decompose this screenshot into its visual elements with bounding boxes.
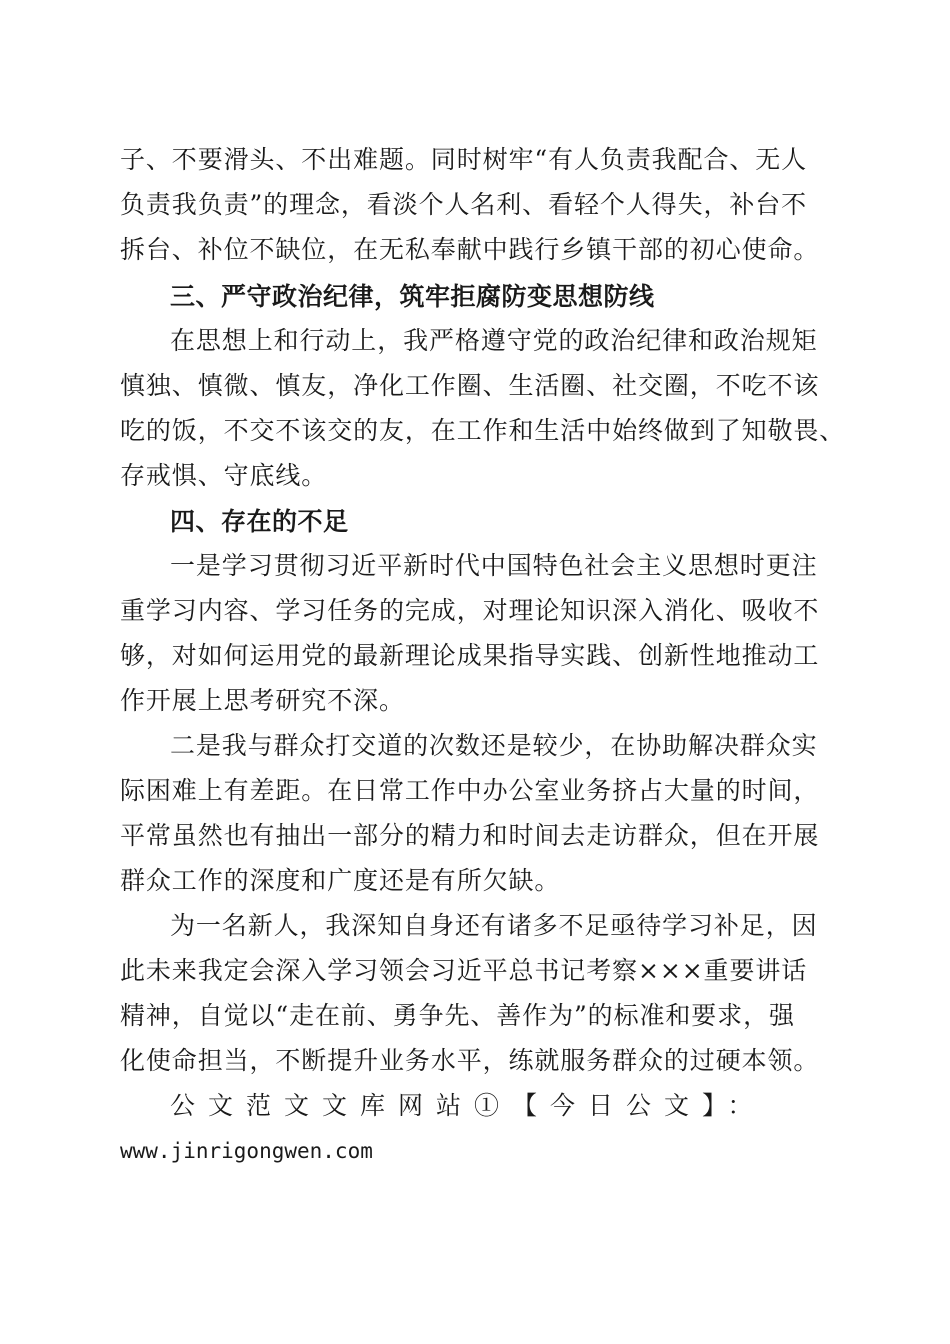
- body-text-line: 慎独、慎微、慎友，净化工作圈、生活圈、社交圈，不吃不该: [120, 371, 820, 400]
- body-text-line: 子、不要滑头、不出难题。同时树牢“有人负责我配合、无人: [120, 145, 808, 174]
- body-text-line: 负责我负责”的理念，看淡个人名利、看轻个人得失，补台不: [120, 190, 808, 219]
- body-text-line: 平常虽然也有抽出一部分的精力和时间去走访群众，但在开展: [120, 821, 820, 850]
- body-text-line: 化使命担当，不断提升业务水平，练就服务群众的过硬本领。: [120, 1046, 820, 1075]
- section-heading-4: 四、存在的不足: [170, 507, 349, 536]
- body-text-line: 二是我与群众打交道的次数还是较少，在协助解决群众实: [170, 731, 818, 760]
- body-text-line: 作开展上思考研究不深。: [120, 686, 405, 715]
- body-text-line: 够，对如何运用党的最新理论成果指导实践、创新性地推动工: [120, 641, 820, 670]
- body-text-line: 为一名新人，我深知自身还有诸多不足亟待学习补足，因: [170, 911, 818, 940]
- body-text-line: 群众工作的深度和广度还是有所欠缺。: [120, 866, 561, 895]
- body-text-line: 拆台、补位不缺位，在无私奉献中践行乡镇干部的初心使命。: [120, 235, 820, 264]
- body-text-line: 存戒惧、守底线。: [120, 461, 328, 490]
- body-text-line: 精神，自觉以“走在前、勇争先、善作为”的标准和要求，强: [120, 1001, 795, 1030]
- body-text-line: 在思想上和行动上，我严格遵守党的政治纪律和政治规矩: [170, 326, 818, 355]
- body-text-line: 重学习内容、学习任务的完成，对理论知识深入消化、吸收不: [120, 596, 820, 625]
- section-heading-3: 三、严守政治纪律，筑牢拒腐防变思想防线: [170, 282, 655, 311]
- body-text-line: 一是学习贯彻习近平新时代中国特色社会主义思想时更注: [170, 551, 818, 580]
- source-site-label: 公文范文文库网站①【今日公文】：: [170, 1091, 766, 1120]
- body-text-line: 际困难上有差距。在日常工作中办公室业务挤占大量的时间，: [120, 776, 820, 805]
- body-text-line: 此未来我定会深入学习领会习近平总书记考察×××重要讲话: [120, 956, 808, 985]
- source-url: www.jinrigongwen.com: [120, 1139, 373, 1163]
- body-text-line: 吃的饭，不交不该交的友，在工作和生活中始终做到了知敬畏、: [120, 416, 846, 445]
